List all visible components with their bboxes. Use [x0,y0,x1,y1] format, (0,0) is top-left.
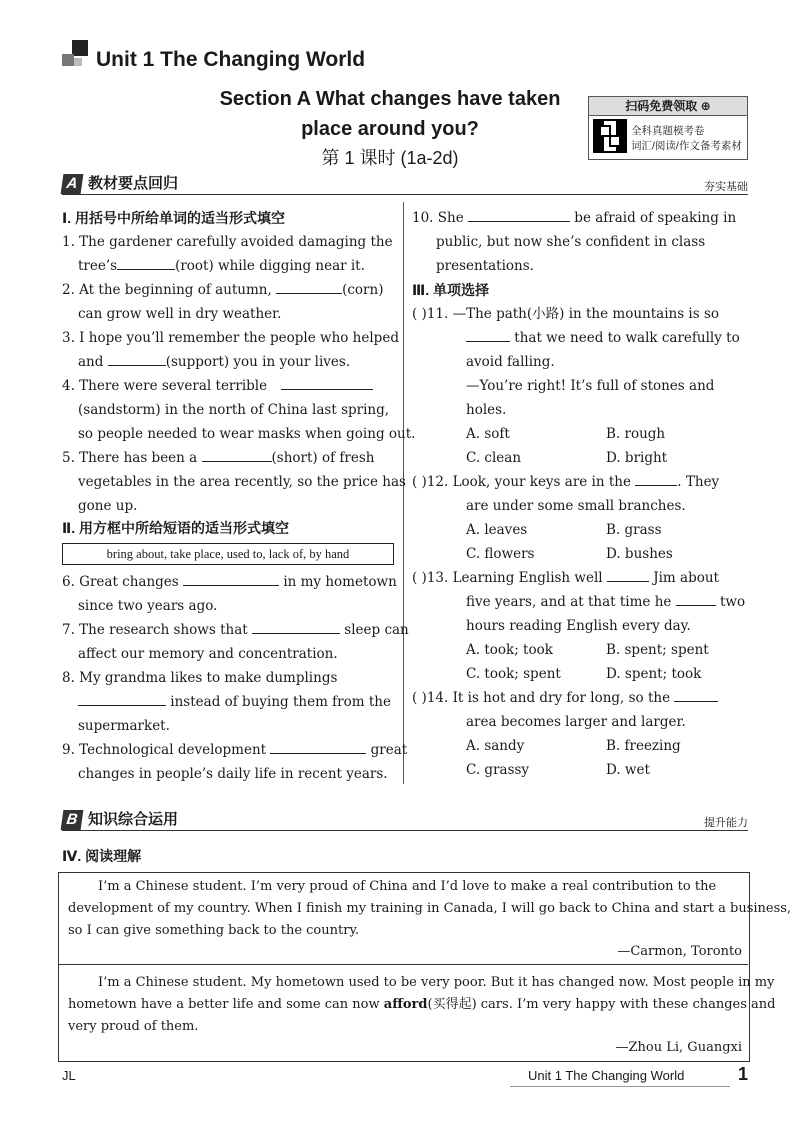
answer-blank[interactable] [252,619,340,634]
q14-line2: area becomes larger and larger. [466,714,686,730]
footer-rule [510,1086,730,1087]
footer-unit: Unit 1 The Changing World [528,1068,685,1083]
footer-left: JL [62,1068,76,1083]
answer-blank[interactable] [276,279,342,294]
qr-line-2: 词汇/阅读/作文备考素材 [631,140,742,152]
part3-heading: Ⅲ. 单项选择 [412,282,490,298]
q10-line1: 10. She be afraid of speaking in [412,206,736,230]
q14-line1: ( )14. It is hot and dry for long, so the [412,686,718,710]
qr-heading: 扫码免费领取 ⊕ [589,97,747,116]
q12-option-c[interactable]: C. flowers [466,546,535,562]
q11-line3: avoid falling. [466,354,555,370]
q14-option-c[interactable]: C. grassy [466,762,530,778]
q11-line4: —You’re right! It’s full of stones and [466,378,715,394]
banner-tag-b: 提升能力 [704,817,748,829]
q14-option-b[interactable]: B. freezing [606,738,681,754]
answer-blank[interactable] [466,327,510,342]
answer-blank[interactable] [78,691,166,706]
q14-option-a[interactable]: A. sandy [466,738,525,754]
answer-blank[interactable] [676,591,716,606]
passage2-line2: hometown have a better life and some can now afford(买得起) cars. I’m very happy with these changes and [68,997,776,1012]
q6-line1: 6. Great changes in my hometown [62,570,397,594]
q2-line2: can grow well in dry weather. [78,306,282,322]
answer-blank[interactable] [117,255,175,270]
q9-line1: 9. Technological development great [62,738,407,762]
answer-blank[interactable] [281,375,373,390]
lesson-title: 第 1 课时 (1a-2d) [321,148,459,168]
q13-option-a[interactable]: A. took; took [466,642,553,658]
q4-line2: (sandstorm) in the north of China last spring, [78,402,390,418]
q9-line2: changes in people’s daily life in recent years. [78,766,388,782]
q13-line1: ( )13. Learning English well Jim about [412,566,719,590]
q12-option-b[interactable]: B. grass [606,522,662,538]
q3-line1: 3. I hope you’ll remember the people who helped [62,330,399,346]
answer-blank[interactable] [468,207,570,222]
passage2-line3: very proud of them. [68,1019,199,1034]
passage1-signature: —Carmon, Toronto [617,944,742,959]
q11-option-b[interactable]: B. rough [606,426,666,442]
q11-line5: holes. [466,402,507,418]
part4-heading: Ⅳ. 阅读理解 [62,848,142,864]
passage2-line1: I’m a Chinese student. My hometown used to be very poor. But it has changed now. Most people in my [98,975,775,990]
answer-blank[interactable] [674,687,718,702]
q12-option-a[interactable]: A. leaves [466,522,528,538]
banner-badge-b: B [61,810,84,830]
section-title-line1: Section A What changes have taken [219,88,561,110]
q8-line3: supermarket. [78,718,170,734]
passage1-line1: I’m a Chinese student. I’m very proud of China and I’d love to make a real contribution to the [98,879,717,894]
q11-line2: that we need to walk carefully to [466,326,740,350]
q11-option-c[interactable]: C. clean [466,450,522,466]
q13-option-d[interactable]: D. spent; took [606,666,702,682]
section-title [180,84,600,144]
answer-blank[interactable] [607,567,649,582]
q4-line1: 4. There were several terrible [62,374,373,398]
passage1-line3: so I can give something back to the country. [68,923,360,938]
passage2-signature: —Zhou Li, Guangxi [615,1040,742,1055]
q10-line3: presentations. [436,258,534,274]
q11-option-d[interactable]: D. bright [606,450,668,466]
q10-line2: public, but now she’s confident in class [436,234,706,250]
q6-line2: since two years ago. [78,598,218,614]
qr-code-icon[interactable] [593,119,627,153]
q11-option-a[interactable]: A. soft [466,426,510,442]
q1-line1: 1. The gardener carefully avoided damaging the [62,234,393,250]
section-banner-b [62,810,748,831]
q4-line3: so people needed to wear masks when going out. [78,426,416,442]
vocab-word: afford [383,997,428,1012]
q12-option-d[interactable]: D. bushes [606,546,673,562]
q7-line2: affect our memory and concentration. [78,646,338,662]
banner-tag-a: 夯实基础 [704,181,748,193]
q8-line1: 8. My grandma likes to make dumplings [62,670,338,686]
unit-logo-icon [62,40,90,68]
unit-title: Unit 1 The Changing World [96,48,366,71]
q13-option-b[interactable]: B. spent; spent [606,642,709,658]
q5-line1: 5. There has been a (short) of fresh [62,446,374,470]
q12-line2: are under some small branches. [466,498,686,514]
banner-title-a: 教材要点回归 [88,175,179,192]
part1-heading: Ⅰ. 用括号中所给单词的适当形式填空 [62,210,285,226]
qr-promo-box[interactable] [588,96,748,160]
answer-blank[interactable] [183,571,279,586]
q8-line2: instead of buying them from the [78,690,391,714]
q7-line1: 7. The research shows that sleep can [62,618,409,642]
answer-blank[interactable] [202,447,272,462]
answer-blank[interactable] [108,351,166,366]
banner-badge-a: A [61,174,84,194]
section-banner-a [62,174,748,195]
q13-line3: hours reading English every day. [466,618,691,634]
q3-line2: and (support) you in your lives. [78,350,350,374]
q11-line1: ( )11. —The path(小路) in the mountains is so [412,306,720,322]
q12-line1: ( )12. Look, your keys are in the . They [412,470,719,494]
q13-option-c[interactable]: C. took; spent [466,666,561,682]
q5-line3: gone up. [78,498,138,514]
banner-title-b: 知识综合运用 [88,811,179,828]
page-number: 1 [738,1064,749,1084]
passage1-line2: development of my country. When I finish my training in Canada, I will go back to China and start a business, [68,901,792,916]
qr-line-1: 全科真题模考卷 [631,125,705,137]
q14-option-d[interactable]: D. wet [606,762,650,778]
q13-line2: five years, and at that time he two [466,590,745,614]
part2-heading: Ⅱ. 用方框中所给短语的适当形式填空 [62,520,290,536]
answer-blank[interactable] [270,739,366,754]
reading-divider [58,964,748,965]
q2-line1: 2. At the beginning of autumn, (corn) [62,278,383,302]
phrase-box: bring about, take place, used to, lack of, by hand [62,543,394,565]
answer-blank[interactable] [635,471,677,486]
section-title-line2: place around you? [301,118,479,140]
q5-line2: vegetables in the area recently, so the price has [78,474,406,490]
q1-line2: tree’s (root) while digging near it. [78,254,365,278]
